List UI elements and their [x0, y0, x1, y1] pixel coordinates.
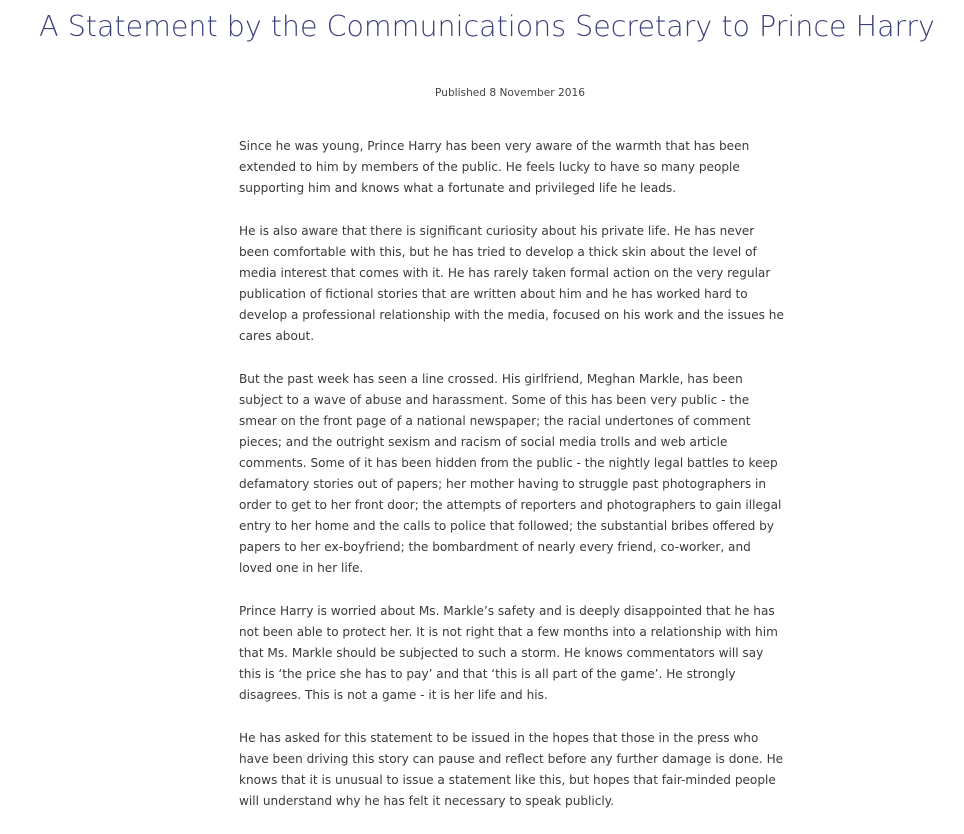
published-date: Published 8 November 2016: [435, 87, 585, 99]
article-paragraph: Since he was young, Prince Harry has been very aware of the warmth that has been extended to him by members of the public. He feels lucky to have so many people supporting him and knows what a fortunate and privileged life he leads.: [239, 139, 750, 195]
article-paragraph: He is also aware that there is significant curiosity about his private life. He has never been comfortable with this, but he has tried to develop a thick skin about the level of media interest that comes with it. He has rarely taken formal action on the very regular publication of fictional stories that are written about him and he has worked hard to develop a professional relationship with the media, focused on his work and the issues he cares about.: [239, 224, 784, 343]
article-paragraph: Prince Harry is worried about Ms. Markle’s safety and is deeply disappointed that he has not been able to protect her. It is not right that a few months into a relationship with him that Ms. Markle should be subjected to such a storm. He knows commentators will say this is ‘the price she has to pay’ and that ‘this is all part of the game’. He strongly disagrees. This is not a game - it is her life and his.: [239, 604, 778, 702]
article-body: [239, 136, 787, 834]
page-title: A Statement by the Communications Secretary to Prince Harry: [39, 10, 935, 43]
article-paragraph: He has asked for this statement to be issued in the hopes that those in the press who have been driving this story can pause and reflect before any further damage is done. He knows that it is unusual to issue a statement like this, but hopes that fair-minded people will understand why he has felt it necessary to speak publicly.: [239, 731, 784, 808]
article-paragraph: But the past week has seen a line crossed. His girlfriend, Meghan Markle, has been subject to a wave of abuse and harassment. Some of this has been very public - the smear on the front page of a national newspaper; the racial undertones of comment pieces; and the outright sexism and racism of social media trolls and web article comments. Some of it has been hidden from the public - the nightly legal battles to keep defamatory stories out of papers; her mother having to struggle past photographers in order to get to her front door; the attempts of reporters and photographers to gain illegal entry to her home and the calls to police that followed; the substantial bribes offered by papers to her ex-boyfriend; the bombardment of nearly every friend, co-worker, and loved one in her life.: [239, 372, 782, 575]
